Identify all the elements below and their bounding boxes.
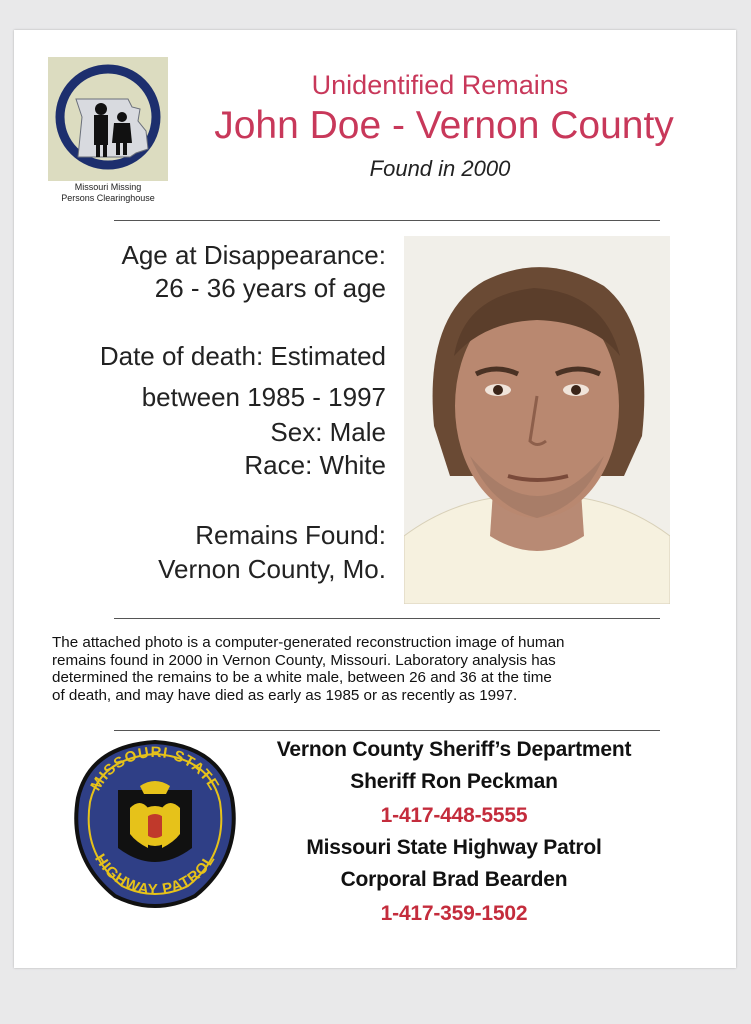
- patch-emblem-icon: [70, 738, 240, 910]
- race: Race: White: [244, 450, 386, 480]
- phone2: 1-417-359-1502: [380, 902, 528, 925]
- page-title: John Doe - Vernon County: [214, 104, 674, 147]
- description-line: determined the remains to be a white male, between 26 and 36 at the time: [52, 669, 552, 686]
- remains-label: Remains Found:: [195, 520, 386, 550]
- remains-value: Vernon County, Mo.: [158, 554, 386, 584]
- logo-caption: [38, 182, 178, 204]
- description-line: remains found in 2000 in Vernon County, Missouri. Laboratory analysis has: [52, 651, 556, 669]
- highway-patrol-patch: [70, 738, 240, 910]
- flyer-page: [14, 30, 736, 968]
- death-line2: between 1985 - 1997: [141, 382, 386, 412]
- phone1: 1-417-448-5555: [380, 804, 528, 827]
- missouri-map-icon: [48, 57, 168, 181]
- age-value: 26 - 36 years of age: [154, 273, 386, 303]
- divider-bottom: [114, 730, 660, 731]
- divider-middle: [114, 618, 660, 619]
- patch-bottom-text: HIGHWAY PATROL: [91, 851, 219, 899]
- description: [52, 634, 712, 704]
- found-year: Found in 2000: [369, 156, 511, 181]
- patch-top-text: MISSOURI STATE: [87, 743, 223, 794]
- person1: Sheriff Ron Peckman: [350, 770, 558, 793]
- agency1: Vernon County Sheriff’s Department: [276, 738, 632, 761]
- age-label: Age at Disappearance:: [121, 240, 386, 270]
- description-line: The attached photo is a computer-generated reconstruction image of human: [52, 634, 565, 651]
- person2: Corporal Brad Bearden: [340, 868, 568, 891]
- reconstruction-portrait: [404, 236, 670, 604]
- death-line1: Date of death: Estimated: [99, 341, 386, 371]
- logo-caption-line2: Persons Clearinghouse: [61, 193, 155, 203]
- portrait-image: [404, 236, 670, 604]
- divider-top: [114, 220, 660, 221]
- sex: Sex: Male: [270, 417, 386, 447]
- logo-caption-line1: Missouri Missing: [74, 182, 142, 192]
- clearinghouse-logo: [48, 57, 168, 181]
- agency2: Missouri State Highway Patrol: [306, 836, 602, 859]
- description-line: of death, and may have died as early as 1985 or as recently as 1997.: [52, 686, 518, 704]
- subtitle: Unidentified Remains: [311, 70, 569, 100]
